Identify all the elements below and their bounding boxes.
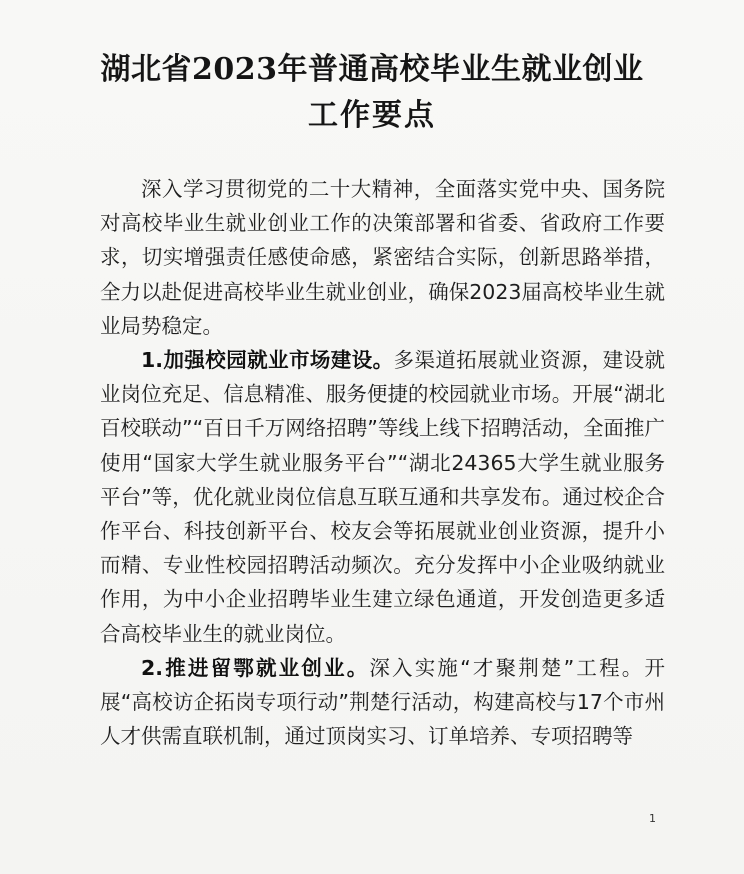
document-body: [100, 172, 665, 753]
document-title-line-2: 工作要点: [308, 98, 436, 133]
section-1-text: 多渠道拓展就业资源，建设就业岗位充足、信息精准、服务便捷的校园就业市场。开展“湖北百校联动”“百日千万网络招聘”等线上线下招聘活动，全面推广使用“国家大学生就业服务平台”“湖北24365大学生就业服务平台”等，优化就业岗位信息互联互通和共享发布。通过校企合作平台、科技创新平台、校友会等拓展就业创业资源，提升小而精、专业性校园招聘活动频次。充分发挥中小企业吸纳就业作用，为中小企业招聘毕业生建立绿色通道，开发创造更多适合高校毕业生的就业岗位。: [100, 348, 665, 646]
section-2-heading: 2.推进留鄂就业创业。: [141, 655, 370, 680]
intro-text: 深入学习贯彻党的二十大精神，全面落实党中央、国务院对高校毕业生就业创业工作的决策部署和省委、省政府工作要求，切实增强责任感使命感，紧密结合实际，创新思路举措，全力以赴促进高校毕业生就业创业，确保2023届高校毕业生就业局势稳定。: [100, 177, 665, 338]
section-2-paragraph: [100, 651, 665, 754]
intro-paragraph: [100, 172, 665, 343]
section-1-heading: 1.加强校园就业市场建设。: [141, 348, 394, 373]
page-number: 1: [649, 812, 656, 825]
document-title-line-1: 湖北省2023年普通高校毕业生就业创业: [100, 52, 644, 87]
section-2-text: 深入实施“才聚荆楚”工程。开展“高校访企拓岗专项行动”荆楚行活动，构建高校与17个市州人才供需直联机制，通过顶岗实习、订单培养、专项招聘等: [100, 655, 665, 749]
section-1-paragraph: [100, 343, 665, 651]
